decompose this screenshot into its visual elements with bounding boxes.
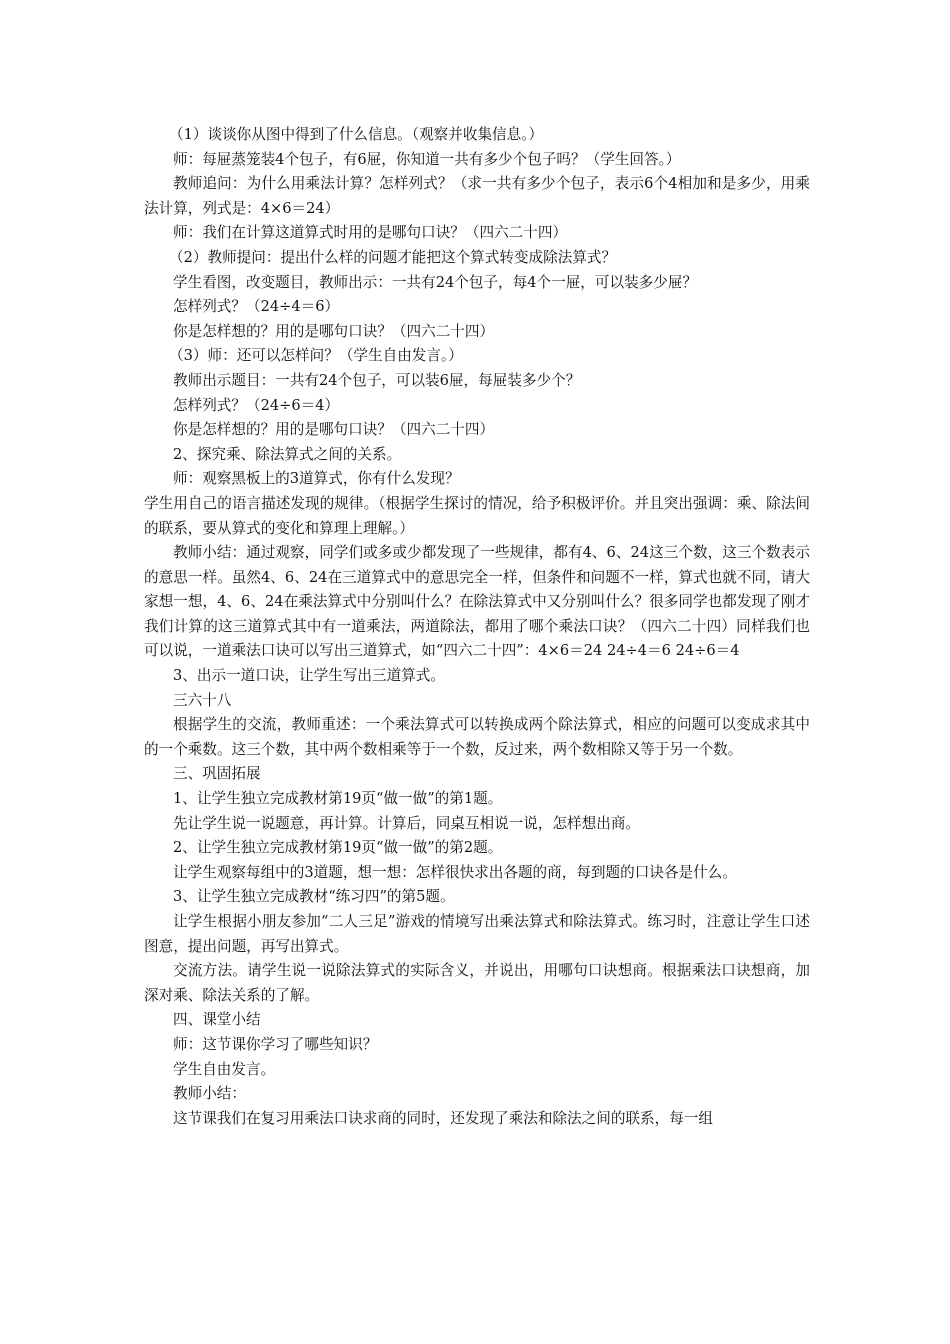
paragraph-27: 交流方法。请学生说一说除法算式的实际含义，并说出，用哪句口诀想商。根据乘法口诀想商，加深对乘、除法关系的了解。 [144, 962, 810, 1004]
paragraph-20: 三、巩固拓展 [173, 765, 261, 783]
paragraph-8: 你是怎样想的？用的是哪句口诀？（四六二十四） [173, 322, 495, 340]
paragraph-3: 教师追问：为什么用乘法计算？怎样列式？（求一共有多少个包子，表示6个4相加和是多少，用乘法计算，列式是：4×6＝24） [144, 175, 810, 217]
paragraph-6: 学生看图，改变题目，教师出示：一共有24个包子，每4个一屉，可以装多少屉？ [173, 273, 698, 291]
paragraph-30: 学生自由发言。 [173, 1060, 276, 1078]
paragraph-1: （1）谈谈你从图中得到了什么信息。（观察并收集信息。） [169, 126, 544, 143]
paragraph-10: 教师出示题目：一共有24个包子，可以装6屉，每屉装多少个？ [173, 371, 581, 389]
paragraph-21: 1、让学生独立完成教材第19页“做一做”的第1题。 [173, 790, 503, 808]
document-body [144, 123, 810, 1131]
paragraph-31: 教师小结： [173, 1085, 246, 1103]
paragraph-29: 师：这节课你学习了哪些知识？ [173, 1035, 378, 1053]
paragraph-18: 三六十八 [173, 691, 232, 709]
paragraph-11: 怎样列式？（24÷6＝4） [173, 396, 340, 414]
paragraph-23: 2、让学生独立完成教材第19页“做一做”的第2题。 [173, 839, 503, 857]
paragraph-22: 先让学生说一说题意，再计算。计算后，同桌互相说一说，怎样想出商。 [173, 814, 641, 832]
paragraph-12: 你是怎样想的？用的是哪句口诀？（四六二十四） [173, 421, 495, 439]
paragraph-4: 师：我们在计算这道算式时用的是哪句口诀？（四六二十四） [173, 224, 568, 242]
paragraph-28: 四、课堂小结 [173, 1011, 261, 1029]
paragraph-9: （3）师：还可以怎样问？（学生自由发言。） [169, 347, 463, 365]
paragraph-2: 师：每屉蒸笼装4个包子，有6屉，你知道一共有多少个包子吗？（学生回答。） [173, 150, 681, 168]
paragraph-15: 学生用自己的语言描述发现的规律。（根据学生探讨的情况，给予积极评价。并且突出强调：乘、除法间的联系，要从算式的变化和算理上理解。） [144, 494, 810, 537]
paragraph-13: 2、探究乘、除法算式之间的关系。 [173, 445, 402, 463]
paragraph-24: 让学生观察每组中的3道题，想一想：怎样很快求出各题的商，每到题的口诀各是什么。 [173, 863, 737, 881]
paragraph-14: 师：观察黑板上的3道算式，你有什么发现？ [173, 470, 460, 488]
paragraph-16: 教师小结：通过观察，同学们或多或少都发现了一些规律，都有4、6、24这三个数，这三个数表示的意思一样。虽然4、6、24在三道算式中的意思完全一样，但条件和问题不一样，算式也就不同，请大家想一想，4、6、24在乘法算式中分别叫什么？在除法算式中又分别叫什么？很多同学也都发现了刚才我们计算的这三道算式其中有一道乘法，两道除法，都用了哪个乘法口诀？（四六二十四）同样我们也可以说，一道乘法口诀可以写出三道算式，如“四六二十四”：4×6＝24 24÷4＝6 24÷6＝4 [144, 544, 810, 660]
paragraph-17: 3、出示一道口诀，让学生写出三道算式。 [173, 667, 445, 685]
paragraph-5: （2）教师提问：提出什么样的问题才能把这个算式转变成除法算式？ [169, 248, 617, 266]
paragraph-25: 3、让学生独立完成教材“练习四”的第5题。 [173, 888, 455, 906]
paragraph-26: 让学生根据小朋友参加“二人三足”游戏的情境写出乘法算式和除法算式。练习时，注意让学生口述图意，提出问题，再写出算式。 [144, 913, 810, 955]
paragraph-32: 这节课我们在复习用乘法口诀求商的同时，还发现了乘法和除法之间的联系，每一组 [173, 1109, 713, 1127]
paragraph-19: 根据学生的交流，教师重述：一个乘法算式可以转换成两个除法算式，相应的问题可以变成求其中的一个乘数。这三个数，其中两个数相乘等于一个数，反过来，两个数相除又等于另一个数。 [144, 716, 810, 758]
paragraph-7: 怎样列式？（24÷4＝6） [173, 298, 340, 316]
